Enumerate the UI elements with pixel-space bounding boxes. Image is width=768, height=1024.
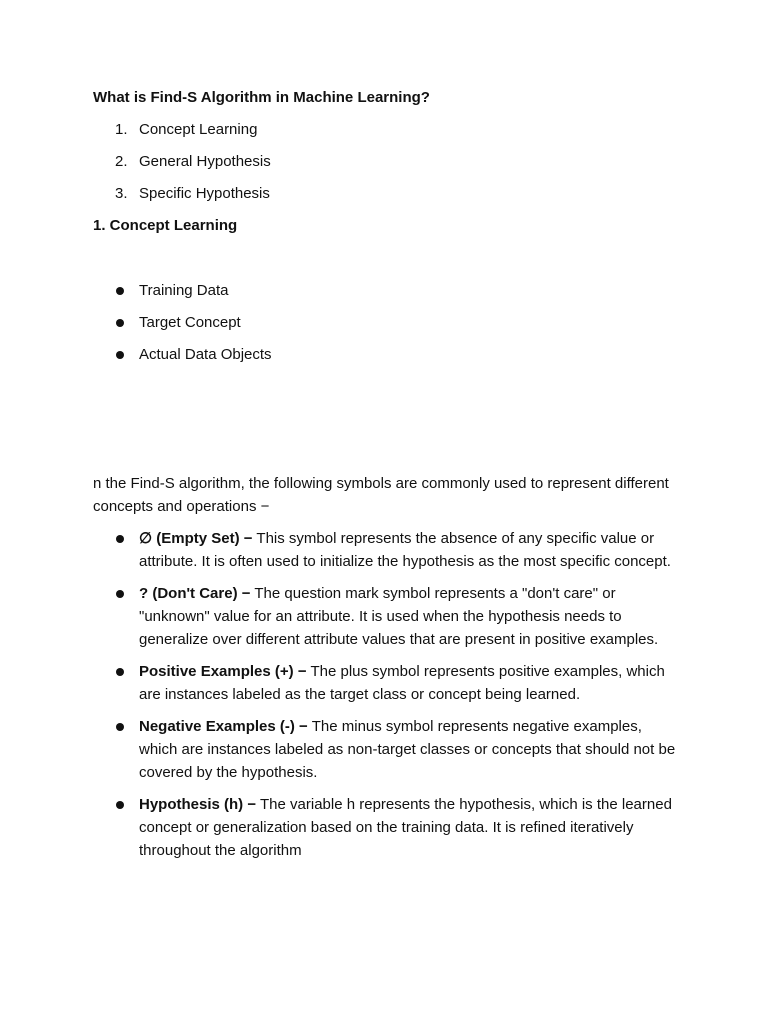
list-item	[0, 793, 679, 862]
bullet-icon	[116, 590, 124, 598]
bullet-icon	[116, 351, 124, 359]
bullet-icon	[116, 287, 124, 295]
document-title: What is Find-S Algorithm in Machine Learning?	[93, 89, 430, 106]
symbol-description: The plus symbol represents positive examples, which are instances labeled as the target class or concept being learned.	[139, 663, 665, 703]
bullet-icon	[116, 319, 124, 327]
symbol-description: The question mark symbol represents a "don't care" or "unknown" value for an attribute. It is used when the hypothesis needs to generalize over different attribute values that are present in positive examples.	[139, 585, 659, 648]
list-item-text: Training Data	[139, 282, 229, 299]
list-number: 3.	[115, 185, 128, 202]
symbol-description: The variable h represents the hypothesis, which is the learned concept or generalization based on the training data. It is refined iteratively throughout the algorithm	[139, 796, 672, 859]
list-item	[0, 660, 679, 706]
symbol-term: Negative Examples (-) −	[139, 718, 308, 735]
symbol-term: Hypothesis (h) −	[139, 796, 257, 813]
list-number: 1.	[115, 121, 128, 138]
intro-paragraph: n the Find-S algorithm, the following symbols are commonly used to represent different concepts and operations −	[93, 475, 669, 515]
bullet-icon	[116, 723, 124, 731]
symbols-bullet-list	[0, 527, 768, 871]
bullet-icon	[116, 801, 124, 809]
list-item-text: General Hypothesis	[139, 153, 271, 170]
list-item-text: Actual Data Objects	[139, 346, 272, 363]
list-item	[0, 715, 679, 784]
list-item-text: Specific Hypothesis	[139, 185, 270, 202]
list-item-text: Concept Learning	[139, 121, 258, 138]
symbol-term: ? (Don't Care) −	[139, 585, 251, 602]
symbol-description: The minus symbol represents negative examples, which are instances labeled as non-target classes or concepts that should not be covered by the hypothesis.	[139, 718, 676, 781]
list-item-text: Target Concept	[139, 314, 241, 331]
symbol-term: Positive Examples (+) −	[139, 663, 307, 680]
list-item	[0, 582, 679, 651]
list-number: 2.	[115, 153, 128, 170]
list-item	[0, 527, 679, 573]
bullet-icon	[116, 535, 124, 543]
bullet-icon	[116, 668, 124, 676]
section-heading: 1. Concept Learning	[93, 217, 238, 234]
symbol-term: ∅ (Empty Set) −	[139, 530, 253, 547]
symbol-description: This symbol represents the absence of any specific value or attribute. It is often used to initialize the hypothesis as the most specific concept.	[139, 530, 671, 570]
